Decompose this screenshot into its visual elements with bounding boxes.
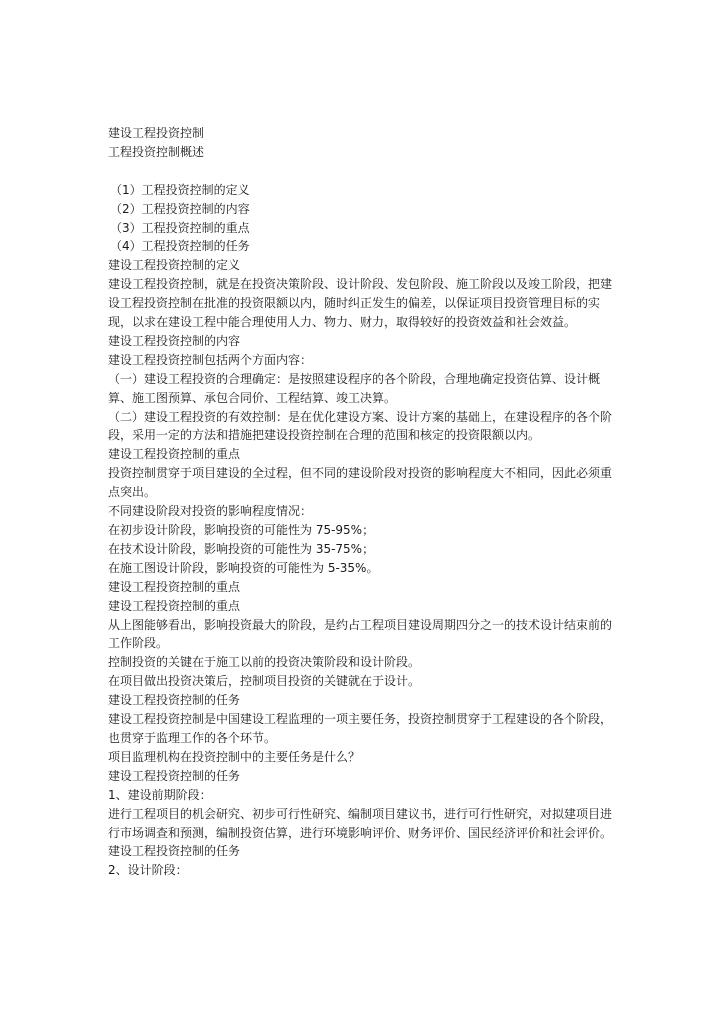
paragraph: 在施工图设计阶段，影响投资的可能性为 5-35%。 — [108, 560, 379, 575]
toc-item: （3）工程投资控制的重点 — [110, 220, 250, 235]
paragraph: （一）建设工程投资的合理确定：是按照建设程序的各个阶段，合理地确定投资估算、设计概算、施工图预算、承包合同价、工程结算、竣工决算。 — [108, 371, 601, 405]
toc-item: （4）工程投资控制的任务 — [110, 239, 250, 254]
toc-item: （1）工程投资控制的定义 — [110, 182, 250, 197]
section-heading: 建设工程投资控制的内容 — [108, 333, 241, 348]
paragraph: 控制投资的关键在于施工以前的投资决策阶段和设计阶段。 — [108, 655, 421, 670]
paragraph: 在初步设计阶段，影响投资的可能性为 75-95%； — [108, 523, 375, 538]
document-page — [108, 124, 616, 880]
section-heading: 建设工程投资控制的重点 — [108, 447, 241, 462]
section-heading: 建设工程投资控制的重点 — [108, 598, 241, 613]
blank-line — [108, 162, 616, 181]
paragraph: 投资控制贯穿于项目建设的全过程，但不同的建设阶段对投资的影响程度大不相同，因此必须重点突出。 — [108, 466, 613, 500]
paragraph: 从上图能够看出，影响投资最大的阶段，是约占工程项目建设周期四分之一的技术设计结束前的工作阶段。 — [108, 617, 613, 651]
section-heading: 建设工程投资控制的任务 — [108, 768, 241, 783]
section-heading: 建设工程投资控制的任务 — [108, 844, 241, 859]
paragraph: （二）建设工程投资的有效控制：是在优化建设方案、设计方案的基础上，在建设程序的各个阶段，采用一定的方法和措施把建设投资控制在合理的范围和核定的投资限额以内。 — [108, 409, 613, 443]
document-title: 建设工程投资控制 — [108, 126, 205, 140]
toc-item: （2）工程投资控制的内容 — [110, 201, 250, 216]
paragraph: 1、建设前期阶段： — [108, 787, 212, 802]
paragraph: 在项目做出投资决策后，控制项目投资的关键就在于设计。 — [108, 674, 421, 689]
section-heading: 建设工程投资控制的任务 — [108, 693, 241, 708]
section-heading: 建设工程投资控制的重点 — [108, 579, 241, 594]
paragraph: 进行工程项目的机会研究、初步可行性研究、编制项目建议书，进行可行性研究，对拟建项目进行市场调查和预测，编制投资估算，进行环境影响评价、财务评价、国民经济评价和社会评价。 — [108, 806, 613, 840]
paragraph: 建设工程投资控制是中国建设工程监理的一项主要任务，投资控制贯穿于工程建设的各个阶段，也贯穿于监理工作的各个环节。 — [108, 712, 613, 745]
paragraph: 建设工程投资控制包括两个方面内容： — [108, 352, 313, 367]
paragraph: 不同建设阶段对投资的影响程度情况： — [108, 504, 313, 519]
paragraph: 在技术设计阶段，影响投资的可能性为 35-75%； — [108, 541, 375, 556]
section-heading: 建设工程投资控制的定义 — [108, 258, 241, 273]
document-subtitle: 工程投资控制概述 — [108, 144, 205, 159]
paragraph: 建设工程投资控制，就是在投资决策阶段、设计阶段、发包阶段、施工阶段以及竣工阶段，把建设工程投资控制在批准的投资限额以内，随时纠正发生的偏差，以保证项目投资管理目标的实现，以求在建设工程中能合理使用人力、物力、财力，取得较好的投资效益和社会效益。 — [108, 277, 613, 330]
paragraph: 项目监理机构在投资控制中的主要任务是什么？ — [108, 749, 361, 764]
paragraph: 2、设计阶段： — [108, 863, 188, 878]
